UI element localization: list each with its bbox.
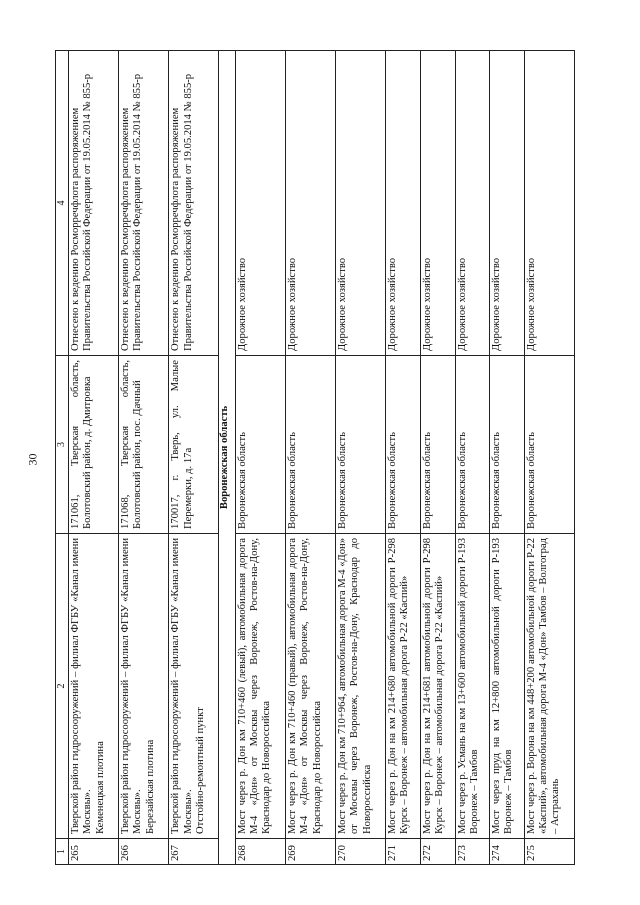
object-name: [169, 534, 219, 839]
object-note: Дорожное хозяйство: [455, 51, 490, 356]
table-row: [169, 51, 219, 865]
object-note: Дорожное хозяйство: [420, 51, 455, 356]
objects-table: [55, 50, 575, 865]
object-name: Мост через пруд на км 12+800 автомобильной дороги Р-193 Воронеж – Тамбов: [490, 534, 525, 839]
object-address: Воронежская область: [524, 356, 574, 534]
object-name: Мост через р. Ворона на км 448+200 автомобильной дороги Р-22 «Каспий», автомобильная дорога М-4 «Дон» Тамбов – Волгоград – Астрахань: [524, 534, 574, 839]
table-row: [286, 51, 336, 865]
object-name-line: Отстойно-ремонтный пункт: [194, 707, 206, 834]
object-note: Дорожное хозяйство: [386, 51, 421, 356]
table-row: [119, 51, 169, 865]
object-address: 171061, Тверская область, Болотовский район, д. Дмитровка: [69, 356, 119, 534]
object-name: Мост через р. Дон км 710+460 (левый), автомобильная дорога М-4 «Дон» от Москвы через Воронеж, Ростов-на-Дону, Краснодар до Новороссийска: [236, 534, 286, 839]
object-name: Мост через р. Усмань на км 13+600 автомобильной дороги Р-193 Воронеж – Тамбов: [455, 534, 490, 839]
object-address: Воронежская область: [236, 356, 286, 534]
object-name: Мост через р. Дон км 710+964, автомобильная дорога М-4 «Дон» от Москвы через Воронеж, Ростов-на-Дону, Краснодар до Новороссийска: [336, 534, 386, 839]
object-name-line: Тверской район гидросооружений – филиал ФГБУ «Канал имени Москвы».: [120, 538, 144, 834]
region-title: Воронежская область: [219, 51, 236, 865]
row-number: 265: [69, 839, 119, 865]
object-address: Воронежская область: [455, 356, 490, 534]
object-address: 170017, г. Тверь, ул. Малые Перемерки, д. 17а: [169, 356, 219, 534]
object-name: [119, 534, 169, 839]
row-number: 274: [490, 839, 525, 865]
row-number: 266: [119, 839, 169, 865]
row-number: 268: [236, 839, 286, 865]
row-number: 270: [336, 839, 386, 865]
object-note: Дорожное хозяйство: [236, 51, 286, 356]
table-row: [455, 51, 490, 865]
row-number: 272: [420, 839, 455, 865]
object-address: Воронежская область: [386, 356, 421, 534]
row-number: 275: [524, 839, 574, 865]
object-note: Дорожное хозяйство: [336, 51, 386, 356]
header-row: [56, 51, 69, 865]
table-row: [490, 51, 525, 865]
object-address: 171068, Тверская область, Болотовский район, пос. Дачный: [119, 356, 169, 534]
table-row: [524, 51, 574, 865]
object-name: [69, 534, 119, 839]
rotated-table-container: [55, 50, 575, 865]
object-name: Мост через р. Дон км 710+460 (правый), автомобильная дорога М-4 «Дон» от Москвы через Воронеж, Ростов-на-Дону, Краснодар до Новороссийска: [286, 534, 336, 839]
object-name-line: Березайская плотина: [144, 739, 156, 834]
object-name-line: Тверской район гидросооружений – филиал ФГБУ «Канал имени Москвы».: [170, 538, 194, 834]
table-row: [336, 51, 386, 865]
object-note: Дорожное хозяйство: [286, 51, 336, 356]
object-note: Отнесено к ведению Росморречфлота распоряжением Правительства Российской Федерации от 19.05.2014 № 855-р: [169, 51, 219, 356]
object-note: Дорожное хозяйство: [490, 51, 525, 356]
object-address: Воронежская область: [420, 356, 455, 534]
row-number: 273: [455, 839, 490, 865]
object-name: Мост через р. Дон на км 214+681 автомобильной дороги Р-298 Курск – Воронеж – автомобильная дорога Р-22 «Каспий»: [420, 534, 455, 839]
page-number: 30: [25, 453, 40, 466]
header-col-4: 4: [56, 51, 69, 356]
table-row: [236, 51, 286, 865]
object-address: Воронежская область: [336, 356, 386, 534]
row-number: 269: [286, 839, 336, 865]
header-col-3: 3: [56, 356, 69, 534]
object-name-line: Кеменецкая плотина: [94, 741, 106, 834]
object-address: Воронежская область: [286, 356, 336, 534]
object-note: Дорожное хозяйство: [524, 51, 574, 356]
table-row: [386, 51, 421, 865]
header-col-1: 1: [56, 839, 69, 865]
header-col-2: 2: [56, 534, 69, 839]
object-address: Воронежская область: [490, 356, 525, 534]
object-note: Отнесено к ведению Росморречфлота распоряжением Правительства Российской Федерации от 19.05.2014 № 855-р: [69, 51, 119, 356]
table-row: [69, 51, 119, 865]
row-number: 267: [169, 839, 219, 865]
region-header-row: [219, 51, 236, 865]
table-row: [420, 51, 455, 865]
object-name-line: Тверской район гидросооружений – филиал ФГБУ «Канал имени Москвы».: [70, 538, 94, 834]
object-name: Мост через р. Дон на км 214+680 автомобильной дороги Р-298 Курск – Воронеж – автомобильная дорога Р-22 «Каспий»: [386, 534, 421, 839]
row-number: 271: [386, 839, 421, 865]
object-note: Отнесено к ведению Росморречфлота распоряжением Правительства Российской Федерации от 19.05.2014 № 855-р: [119, 51, 169, 356]
